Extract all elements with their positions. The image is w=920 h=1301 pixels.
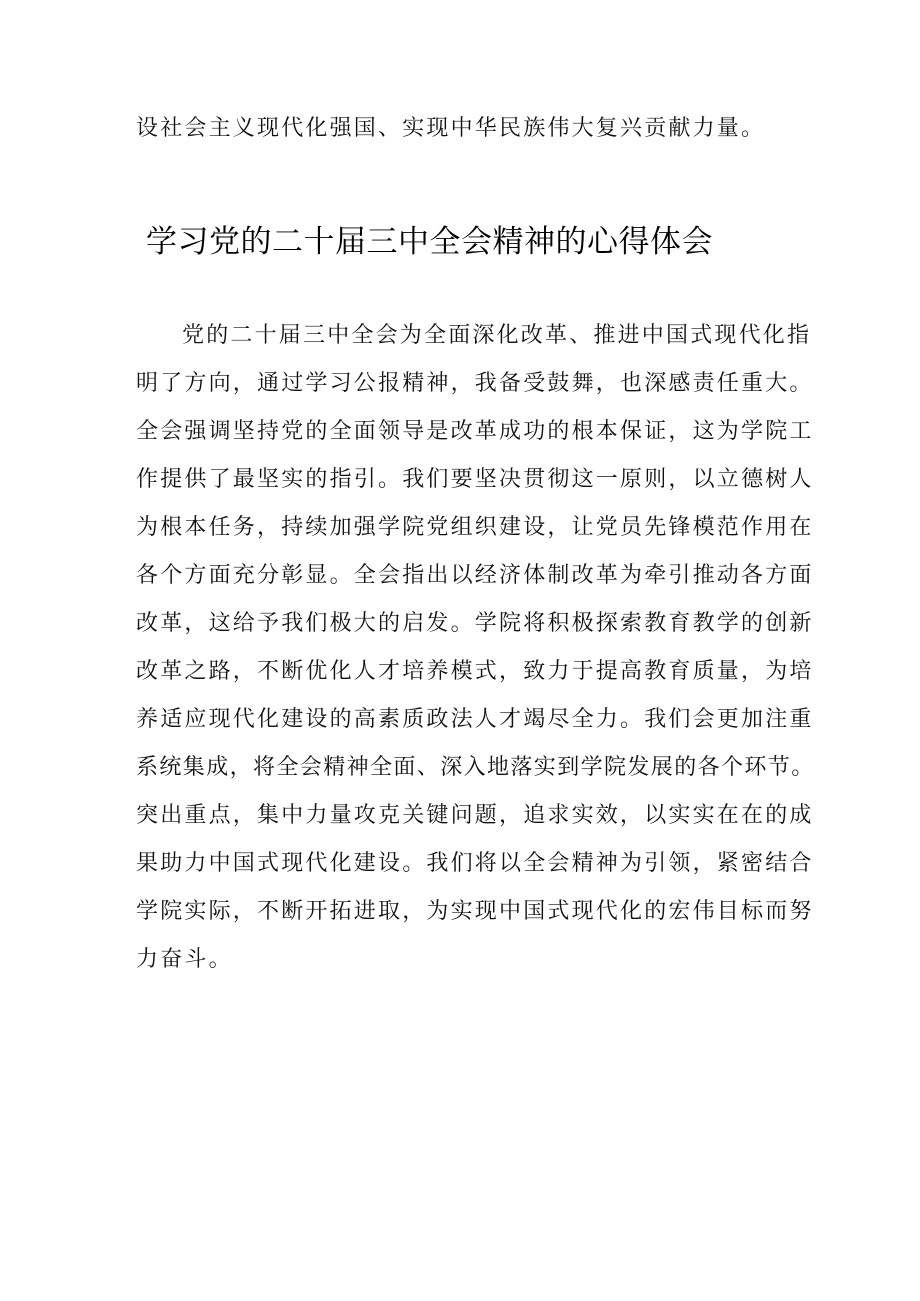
body-line: 突出重点，集中力量攻克关键问题，追求实效，以实实在在的成: [136, 803, 814, 828]
body-line: 学院实际，不断开拓进取，为实现中国式现代化的宏伟目标而努: [136, 899, 814, 924]
body-line: 力奋斗。: [136, 947, 233, 972]
body-line: 果助力中国式现代化建设。我们将以全会精神为引领，紧密结合: [136, 851, 814, 876]
body-line: 为根本任务，持续加强学院党组织建设，让党员先锋模范作用在: [136, 515, 814, 540]
body-line: 改革之路，不断优化人才培养模式，致力于提高教育质量，为培: [136, 659, 814, 684]
body-line: 明了方向，通过学习公报精神，我备受鼓舞，也深感责任重大。: [136, 371, 814, 396]
article-title: 学习党的二十届三中全会精神的心得体会: [146, 224, 713, 260]
body-line: 全会强调坚持党的全面领导是改革成功的根本保证，这为学院工: [136, 419, 814, 444]
body-line: 作提供了最坚实的指引。我们要坚决贯彻这一原则，以立德树人: [136, 467, 814, 492]
body-line: 各个方面充分彰显。全会指出以经济体制改革为牵引推动各方面: [136, 563, 814, 588]
body-line: 养适应现代化建设的高素质政法人才竭尽全力。我们会更加注重: [136, 707, 814, 732]
previous-paragraph-tail: 设社会主义现代化强国、实现中华民族伟大复兴贡献力量。: [136, 116, 766, 141]
body-line: 党的二十届三中全会为全面深化改革、推进中国式现代化指: [182, 323, 812, 348]
body-line: 改革，这给予我们极大的启发。学院将积极探索教育教学的创新: [136, 611, 814, 636]
body-line: 系统集成，将全会精神全面、深入地落实到学院发展的各个环节。: [136, 755, 815, 780]
